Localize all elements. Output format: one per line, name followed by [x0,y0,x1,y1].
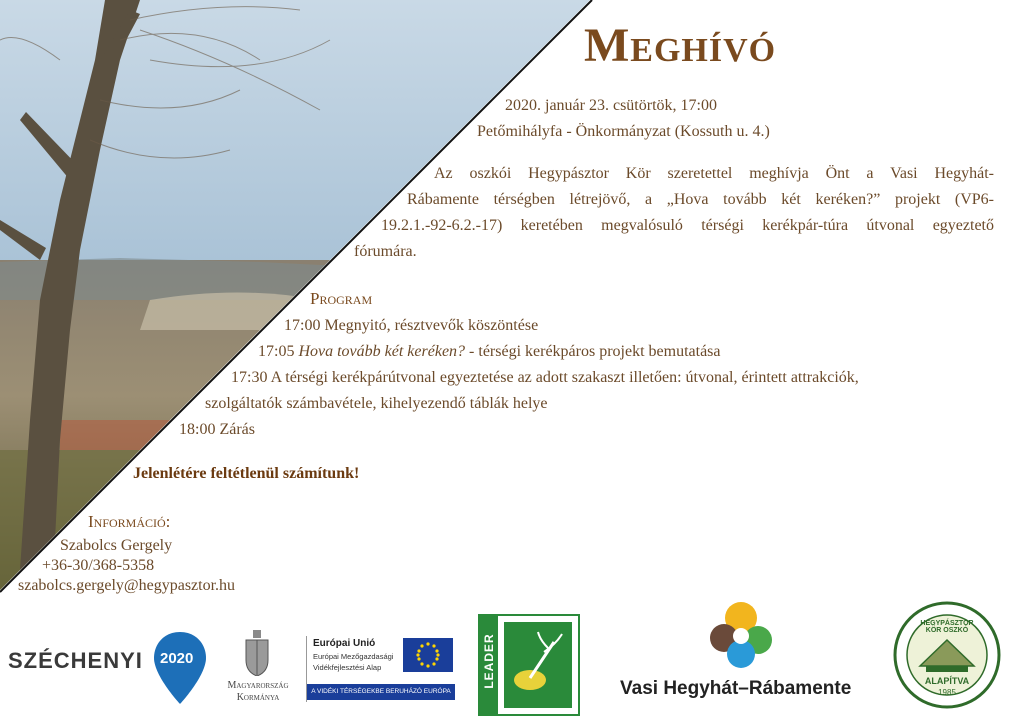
contact-name: Szabolcs Gergely [60,537,173,554]
program-time: 18:00 [179,421,216,438]
government-line-2: Kormánya [236,692,280,703]
program-item [258,342,721,362]
leader-logo [478,614,580,716]
program-time: 17:00 [284,317,321,334]
eu-bar: A VIDÉKI TÉRSÉGEKBE BERUHÁZÓ EURÓPA [307,684,455,700]
hungarian-coat-of-arms-icon [244,630,270,676]
program-italic-title: Hova tovább két keréken? [298,343,466,360]
intro-line-2: Rábamente térségben létrejövő, a „Hova tovább két keréken?” projekt (VP6- [407,191,994,208]
szechenyi-year: 2020 [160,650,194,667]
program-time: 17:05 [258,343,295,360]
intro-line-1: Az oszkói Hegypásztor Kör szeretettel meghívja Önt a Vasi Hegyhát- [434,165,994,182]
leader-label: LEADER [482,633,496,689]
eu-fund-logo [306,636,455,702]
szechenyi-pin-icon [152,630,208,706]
intro-line-3: 19.2.1.-92-6.2.-17) keretében megvalósuló térségi kerékpár-túra útvonal egyeztető [381,217,994,234]
logo-strip [0,600,1024,724]
seal-top-text: HEGYPÁSZTOR KÖR OSZKÓ [920,620,974,634]
government-line-1: Magyarország [227,680,289,691]
program-text: - térségi kerékpáros projekt bemutatása [465,343,721,360]
program-item [179,420,255,440]
intro-line-4: fórumára. [354,243,417,260]
closing-line: Jelenlétére feltétlenül számítunk! [133,465,360,482]
eu-fund-line-1: Európai Mezőgazdasági [313,652,394,661]
leader-sprout-icon [504,622,572,708]
program-text: Zárás [219,421,255,438]
program-heading: Program [310,289,373,308]
government-name [218,680,298,704]
info-heading: Információ: [88,512,171,531]
szechenyi-logo-text: SZÉCHENYI [8,648,143,673]
program-text: A térségi kerékpárútvonal egyeztetése az adott szakaszt illetően: útvonal, érintett attrakciók, [270,369,859,386]
eu-fund-line-2: Vidékfejlesztési Alap [313,663,382,672]
contact-phone[interactable]: +36-30/368-5358 [42,557,155,574]
eu-flag-icon [403,638,453,672]
page-title: Meghívó [584,19,777,72]
eu-title: Európai Unió [313,638,376,649]
vasi-hegyhat-name: Vasi Hegyhát–Rábamente [620,678,852,699]
program-time: 17:30 [231,369,268,386]
seal-mid-text: ALAPÍTVA [924,676,970,686]
vasi-hegyhat-emblem-icon [704,600,778,670]
program-item-continued [205,394,548,414]
program-text: szolgáltatók számbavétele, kihelyezendő táblák helye [205,395,548,412]
program-text: Megnyitó, résztvevők köszöntése [324,317,539,334]
program-item [284,316,538,336]
seal-year: 1985 [938,688,956,697]
contact-email[interactable]: szabolcs.gergely@hegypasztor.hu [18,577,236,594]
event-place: Petőmihályfa - Önkormányzat (Kossuth u. 4.) [477,123,770,140]
event-date: 2020. január 23. csütörtök, 17:00 [505,97,717,114]
program-item [231,368,859,388]
